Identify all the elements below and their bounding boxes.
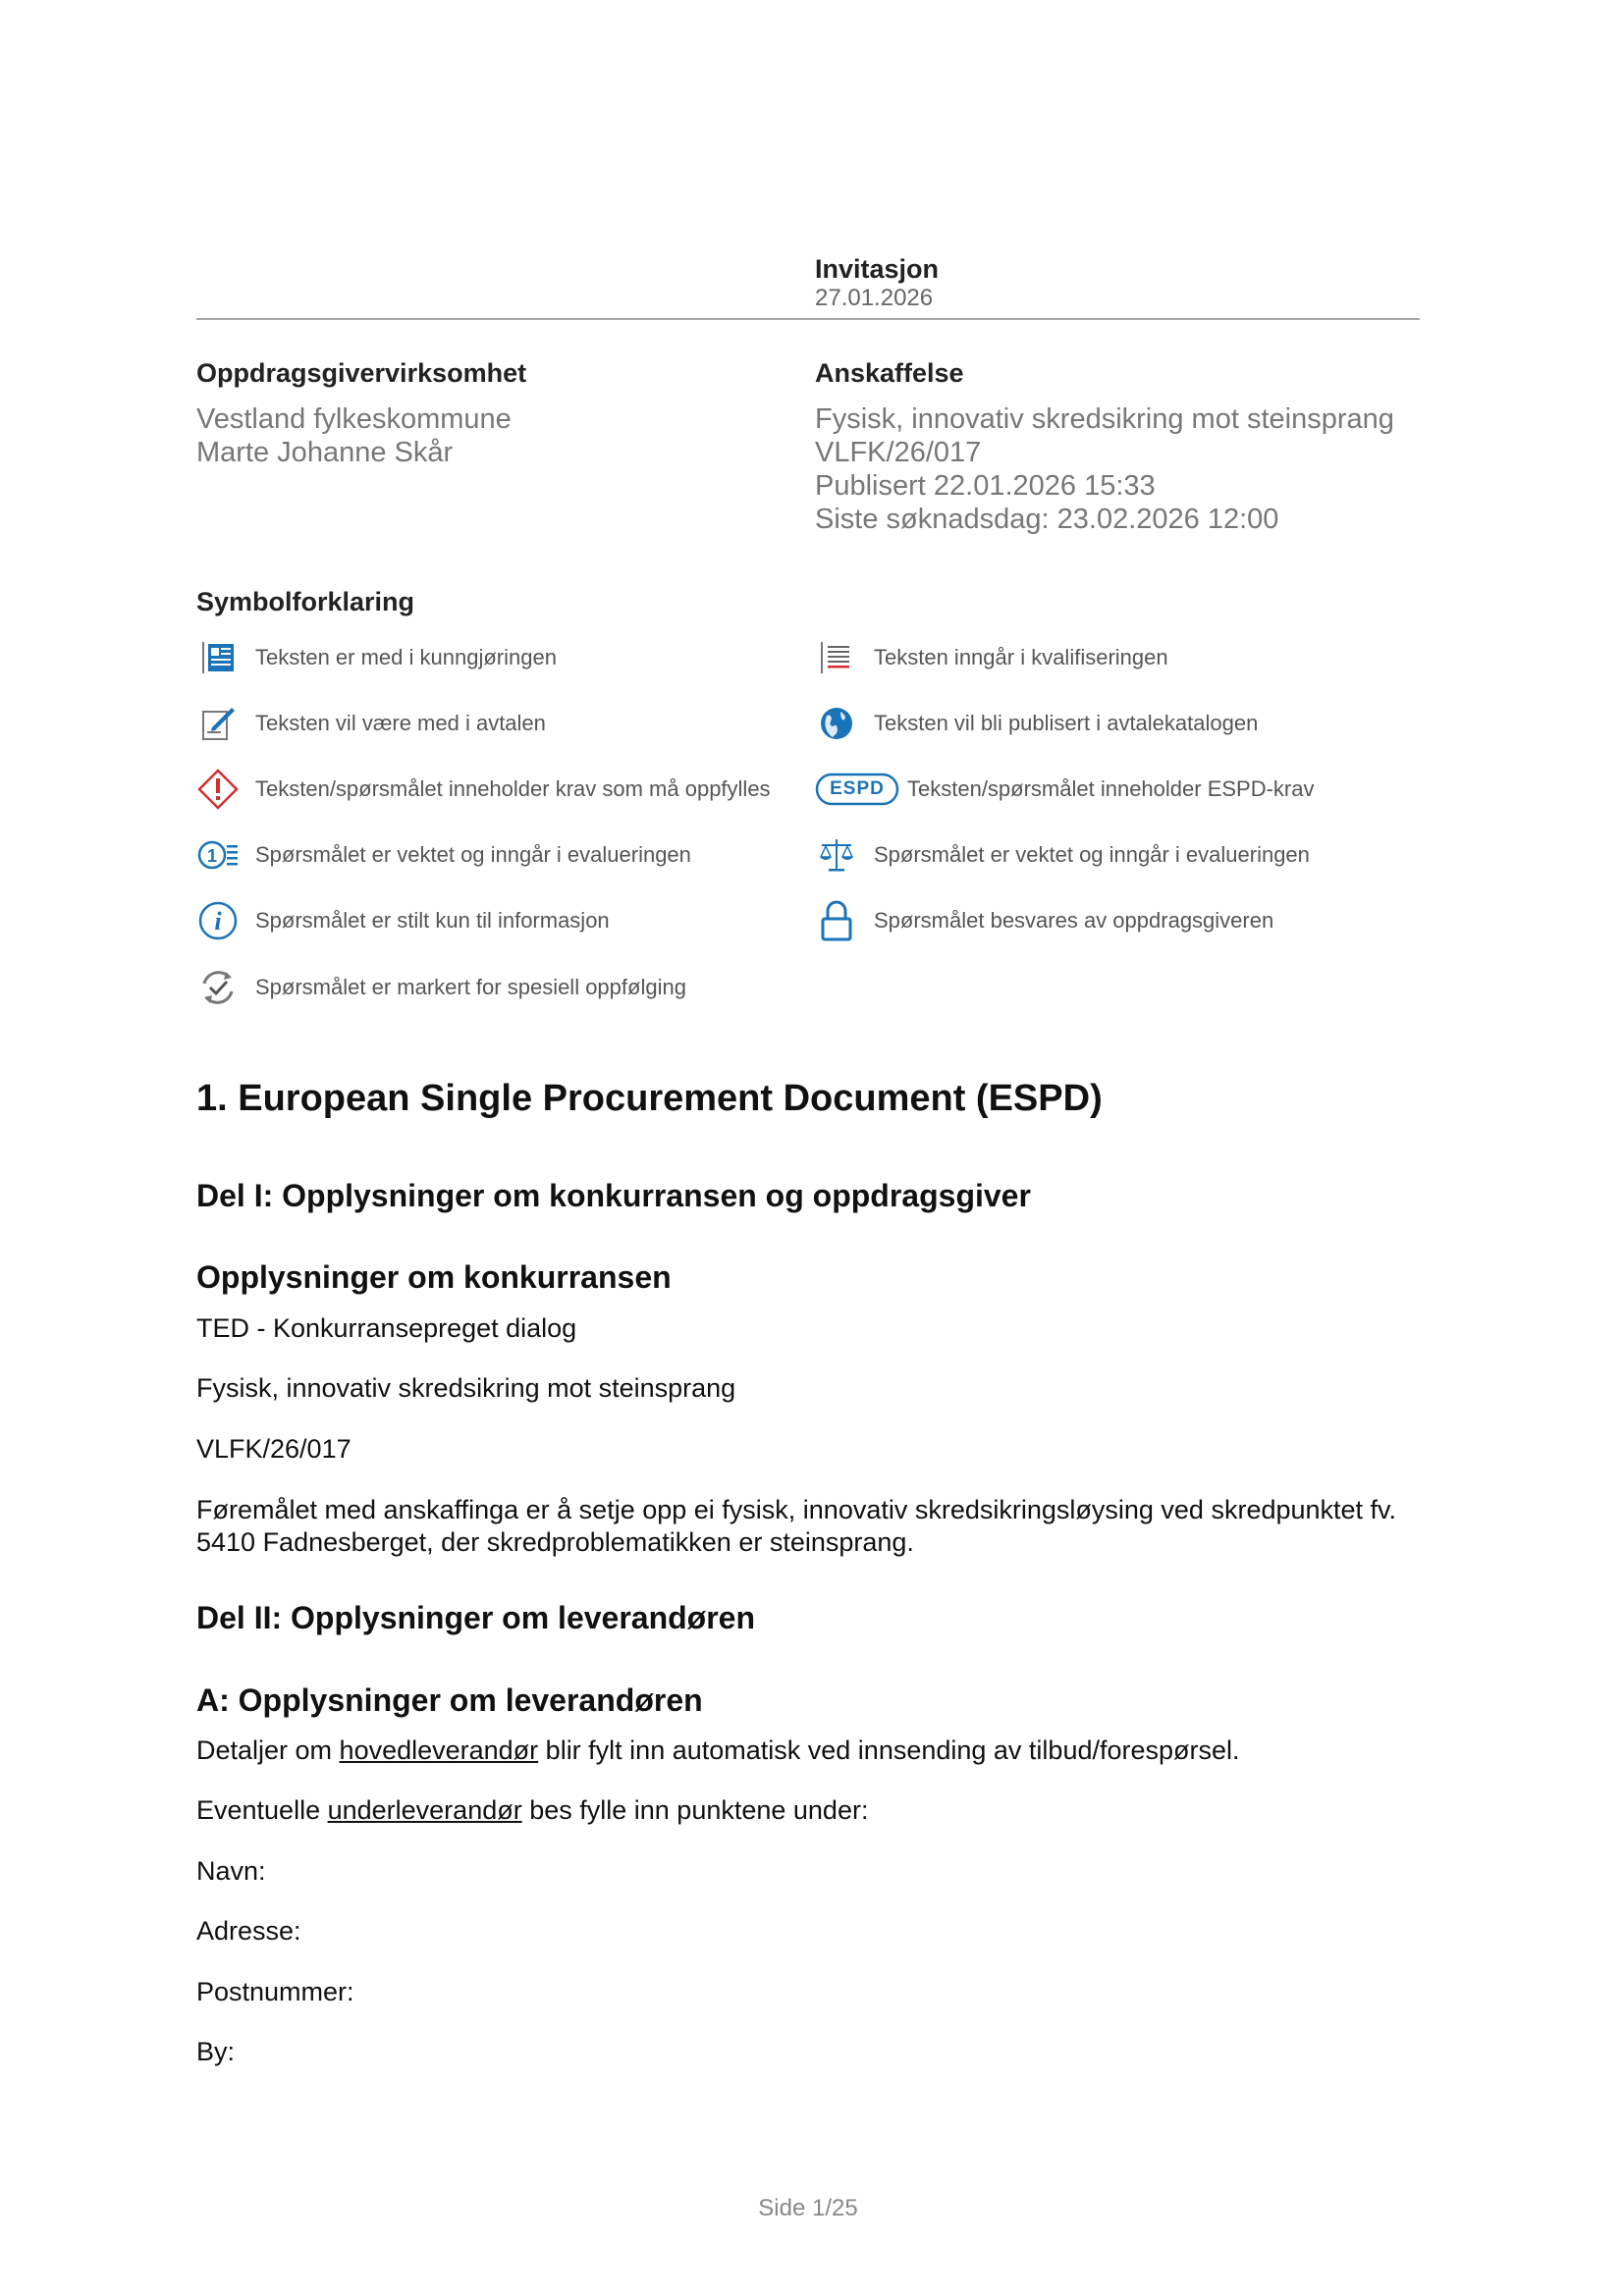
- legend-item: [815, 636, 1168, 679]
- subcontractor-term: underleverandør: [327, 1795, 522, 1825]
- document-page: [196, 0, 1420, 2296]
- procurement-heading: Anskaffelse: [815, 358, 964, 388]
- legend-item: [815, 899, 1273, 942]
- field-city-label: By:: [196, 2037, 236, 2066]
- client-block: [196, 355, 526, 469]
- legend-item-text: Teksten/spørsmålet inneholder krav som må oppfylles: [255, 776, 771, 801]
- client-heading: Oppdragsgivervirksomhet: [196, 358, 527, 388]
- legend-item: [196, 636, 557, 679]
- followup-icon: [196, 966, 240, 1009]
- document-type: Invitasjon: [815, 254, 940, 284]
- legend-item: [196, 833, 691, 877]
- legend-item-text: Spørsmålet er markert for spesiell oppfølging: [255, 975, 686, 999]
- competition-purpose: Føremålet med anskaffinga er å setje opp ei fysisk, innovativ skredsikringsløysing ved skredpunktet fv. 5410 Fadnesberget, der skredproblematikken er steinsprang.: [196, 1495, 1397, 1557]
- main-supplier-term: hovedleverandør: [339, 1735, 539, 1765]
- document-date: 27.01.2026: [815, 285, 934, 311]
- espd-badge-text: ESPD: [830, 778, 885, 799]
- scales-icon: [815, 833, 858, 877]
- legend-item-text: Teksten inngår i kvalifiseringen: [874, 645, 1168, 669]
- note-text: Eventuelle: [196, 1795, 328, 1825]
- part1-heading: Del I: Opplysninger om konkurransen og oppdragsgiver: [196, 1178, 1031, 1213]
- competition-heading: Opplysninger om konkurransen: [196, 1259, 672, 1295]
- warning-icon: [196, 768, 240, 811]
- announcement-icon: [196, 636, 240, 679]
- globe-icon: [815, 702, 858, 745]
- note-text: blir fylt inn automatisk ved innsending av tilbud/forespørsel.: [538, 1735, 1240, 1765]
- legend-item-text: Spørsmålet besvares av oppdragsgiveren: [874, 908, 1274, 933]
- competition-title: Fysisk, innovativ skredsikring mot steinsprang: [196, 1373, 736, 1403]
- competition-type: TED - Konkurransepreget dialog: [196, 1313, 577, 1343]
- field-name-label: Navn:: [196, 1856, 266, 1886]
- legend-item-text: Spørsmålet er vektet og inngår i evalueringen: [255, 842, 691, 867]
- legend-item: [196, 702, 546, 745]
- espd-icon: [815, 768, 899, 811]
- legend-item-text: Teksten er med i kunngjøringen: [255, 645, 557, 669]
- legend-item-text: Spørsmålet er stilt kun til informasjon: [255, 908, 610, 933]
- field-address-label: Adresse:: [196, 1916, 301, 1946]
- qualification-icon: [815, 636, 858, 679]
- note-text: bes fylle inn punktene under:: [521, 1795, 869, 1825]
- legend-item: [815, 833, 1310, 877]
- svg-text:i: i: [214, 907, 222, 935]
- note-text: Detaljer om: [196, 1735, 340, 1765]
- svg-text:1: 1: [206, 846, 218, 866]
- document-header: [815, 253, 939, 312]
- legend-title: Symbolforklaring: [196, 587, 415, 616]
- legend-item: [815, 702, 1258, 745]
- main-supplier-note: [196, 1735, 1420, 1767]
- contract-icon: [196, 702, 240, 745]
- header-divider: [196, 318, 1420, 320]
- field-postcode-label: Postnummer:: [196, 1977, 354, 2006]
- legend-item: [196, 899, 610, 942]
- procurement-deadline: Siste søknadsdag: 23.02.2026 12:00: [815, 504, 1279, 535]
- info-icon: [196, 899, 240, 942]
- legend-item-text: Teksten vil være med i avtalen: [255, 711, 546, 735]
- subcontractor-note: [196, 1794, 1420, 1827]
- page-number: Side 1/25: [758, 2195, 858, 2221]
- supplier-heading: A: Opplysninger om leverandøren: [196, 1682, 703, 1718]
- legend-item-text: Teksten vil bli publisert i avtalekatalogen: [874, 711, 1259, 735]
- legend-item: [196, 966, 686, 1009]
- legend-item: [815, 768, 1315, 811]
- procurement-published: Publisert 22.01.2026 15:33: [815, 470, 1156, 502]
- legend-item: [196, 768, 771, 811]
- procurement-reference: VLFK/26/017: [815, 437, 982, 468]
- legend-item-text: Spørsmålet er vektet og inngår i evalueringen: [874, 842, 1310, 867]
- weighted-list-icon: [196, 833, 240, 877]
- procurement-block: [815, 355, 1394, 536]
- lock-icon: [815, 899, 858, 942]
- client-contact: Marte Johanne Skår: [196, 437, 454, 468]
- procurement-title: Fysisk, innovativ skredsikring mot steinsprang: [815, 403, 1394, 435]
- section-title: 1. European Single Procurement Document (ESPD): [196, 1078, 1103, 1119]
- legend-item-text: Teksten/spørsmålet inneholder ESPD-krav: [907, 776, 1315, 801]
- part2-heading: Del II: Opplysninger om leverandøren: [196, 1600, 756, 1635]
- client-name: Vestland fylkeskommune: [196, 403, 512, 435]
- competition-reference: VLFK/26/017: [196, 1434, 352, 1464]
